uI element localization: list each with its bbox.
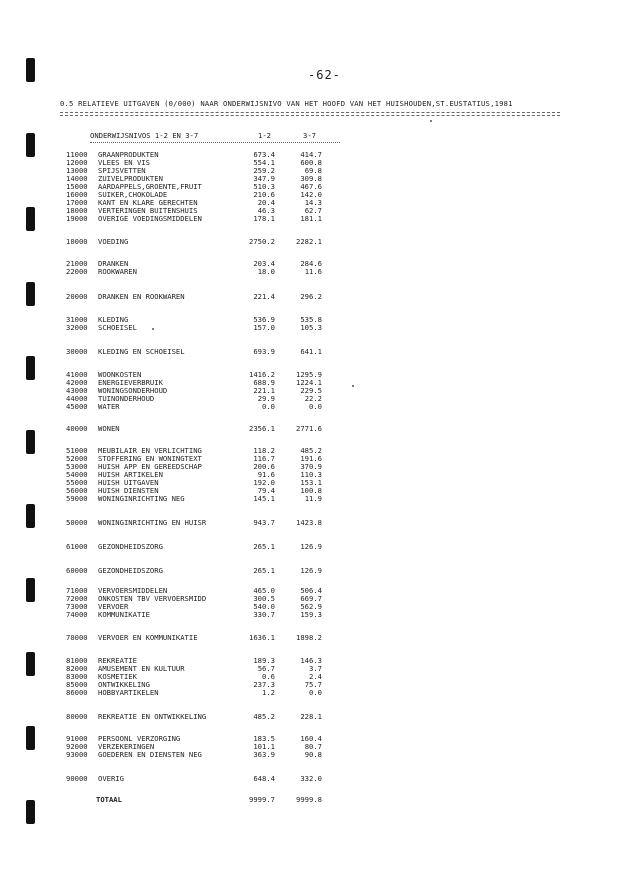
row-code: 30000 [66,347,88,356]
row-code: 82000 [66,664,88,673]
row-value-1-2: 221.4 [253,292,275,301]
row-value-1-2: 157.0 [253,323,275,332]
table-row [0,750,630,759]
column-header-label: ONDERWIJSNIVOS 1-2 EN 3-7 [90,131,199,140]
row-code: 52000 [66,454,88,463]
row-value-1-2: 2750.2 [249,237,275,246]
row-value-3-7: 2.4 [309,672,322,681]
row-label: HOBBYARTIKELEN [98,688,159,697]
row-label: SUIKER,CHOKOLADE [98,190,168,199]
row-code: 14000 [66,174,88,183]
row-code: 71000 [66,586,88,595]
row-value-3-7: 370.9 [300,462,322,471]
table-row [0,610,630,619]
row-label: VERZEKERINGEN [98,742,155,751]
row-code: 83000 [66,672,88,681]
row-value-3-7: 126.9 [300,542,322,551]
row-code: 15000 [66,182,88,191]
table-title: 0.5 RELATIEVE UITGAVEN (0/000) NAAR ONDERWIJSNIVO VAN HET HOOFD VAN HET HUISHOUDEN,ST.EUSTATIUS,1981 [60,99,513,108]
row-value-1-2: 0.6 [262,672,275,681]
row-value-3-7: 191.6 [300,454,322,463]
row-value-3-7: 69.8 [304,166,322,175]
row-label: ROOKWAREN [98,267,137,276]
row-value-3-7: 2771.6 [296,424,322,433]
row-label: WONINGINRICHTING NEG [98,494,185,503]
row-value-3-7: 414.7 [300,150,322,159]
row-value-3-7: 75.7 [304,680,322,689]
title-rule [60,112,560,113]
row-value-3-7: 485.2 [300,446,322,455]
row-value-3-7: 153.1 [300,478,322,487]
row-label: AARDAPPELS,GROENTE,FRUIT [98,182,202,191]
row-code: 51000 [66,446,88,455]
row-value-3-7: 22.2 [304,394,322,403]
row-value-3-7: 506.4 [300,586,322,595]
row-label: HUISH APP EN GEREEDSCHAP [98,462,202,471]
row-value-1-2: 116.7 [253,454,275,463]
row-value-1-2: 540.0 [253,602,275,611]
row-code: 86000 [66,688,88,697]
row-value-1-2: 192.0 [253,478,275,487]
row-value-3-7: 228.1 [300,712,322,721]
row-value-1-2: 259.2 [253,166,275,175]
row-label: REKREATIE [98,656,137,665]
row-value-3-7: 159.3 [300,610,322,619]
row-code: 41000 [66,370,88,379]
row-code: 73000 [66,602,88,611]
row-value-1-2: 200.6 [253,462,275,471]
row-label: GEZONDHEIDSZORG [98,566,163,575]
row-value-1-2: 210.6 [253,190,275,199]
row-code: 44000 [66,394,88,403]
row-value-1-2: 510.3 [253,182,275,191]
row-code: 72000 [66,594,88,603]
row-code: 11000 [66,150,88,159]
table-row [0,566,630,575]
total-value-3-7: 9999.8 [296,795,322,804]
row-code: 85000 [66,680,88,689]
row-value-1-2: 465.0 [253,586,275,595]
row-value-3-7: 332.0 [300,774,322,783]
page-number: -62- [308,68,341,82]
row-code: 60000 [66,566,88,575]
row-code: 92000 [66,742,88,751]
row-value-1-2: 648.4 [253,774,275,783]
row-value-3-7: 600.8 [300,158,322,167]
column-header-3-7: 3-7 [303,131,316,140]
row-label: WATER [98,402,120,411]
row-value-3-7: 126.9 [300,566,322,575]
row-value-3-7: 110.3 [300,470,322,479]
row-value-3-7: 284.6 [300,259,322,268]
row-label: SCHOEISEL [98,323,137,332]
row-value-1-2: 688.9 [253,378,275,387]
row-code: 54000 [66,470,88,479]
row-label: VLEES EN VIS [98,158,150,167]
column-header-1-2: 1-2 [258,131,271,140]
row-code: 13000 [66,166,88,175]
row-label: WONINGSONDERHOUD [98,386,168,395]
row-value-3-7: 11.9 [304,494,322,503]
row-value-1-2: 300.5 [253,594,275,603]
row-label: REKREATIE EN ONTWIKKELING [98,712,207,721]
row-value-1-2: 2356.1 [249,424,275,433]
row-label: SPIJSVETTEN [98,166,146,175]
row-label: VOEDING [98,237,129,246]
row-value-3-7: 160.4 [300,734,322,743]
row-value-1-2: 101.1 [253,742,275,751]
row-label: ENERGIEVERBRUIK [98,378,163,387]
row-label: DRANKEN [98,259,129,268]
row-code: 40000 [66,424,88,433]
row-code: 21000 [66,259,88,268]
row-value-1-2: 693.9 [253,347,275,356]
table-row [0,518,630,527]
row-code: 16000 [66,190,88,199]
row-value-1-2: 1416.2 [249,370,275,379]
row-value-3-7: 105.3 [300,323,322,332]
table-row [0,712,630,721]
row-value-3-7: 669.7 [300,594,322,603]
row-value-3-7: 2282.1 [296,237,322,246]
row-code: 19000 [66,214,88,223]
row-code: 90000 [66,774,88,783]
total-value-1-2: 9999.7 [249,795,275,804]
row-label: MEUBILAIR EN VERLICHTING [98,446,202,455]
table-row [0,214,630,223]
row-value-1-2: 536.9 [253,315,275,324]
speck [430,120,432,122]
row-label: DRANKEN EN ROOKWAREN [98,292,185,301]
row-value-1-2: 1.2 [262,688,275,697]
row-label: AMUSEMENT EN KULTUUR [98,664,185,673]
row-value-1-2: 18.0 [257,267,275,276]
row-label: GOEDEREN EN DIENSTEN NEG [98,750,202,759]
table-row [0,542,630,551]
table-row [0,402,630,411]
row-code: 32000 [66,323,88,332]
row-value-3-7: 142.0 [300,190,322,199]
row-code: 59000 [66,494,88,503]
table-row [0,323,630,332]
row-value-1-2: 330.7 [253,610,275,619]
row-value-3-7: 62.7 [304,206,322,215]
row-value-1-2: 56.7 [257,664,275,673]
row-value-1-2: 183.5 [253,734,275,743]
row-value-3-7: 0.0 [309,688,322,697]
row-code: 55000 [66,478,88,487]
row-value-3-7: 80.7 [304,742,322,751]
row-code: 70000 [66,633,88,642]
row-value-3-7: 641.1 [300,347,322,356]
row-code: 43000 [66,386,88,395]
row-label: VERTERINGEN BUITENSHUIS [98,206,198,215]
row-label: ZUIVELPRODUKTEN [98,174,163,183]
row-value-3-7: 535.8 [300,315,322,324]
row-code: 56000 [66,486,88,495]
row-code: 50000 [66,518,88,527]
row-code: 45000 [66,402,88,411]
row-value-1-2: 79.4 [257,486,275,495]
row-label: GEZONDHEIDSZORG [98,542,163,551]
table-row [0,424,630,433]
row-value-1-2: 347.9 [253,174,275,183]
row-label: GRAANPRODUKTEN [98,150,159,159]
row-label: KANT EN KLARE GERECHTEN [98,198,198,207]
row-code: 42000 [66,378,88,387]
row-code: 91000 [66,734,88,743]
title-rule [60,115,560,116]
row-label: HUISH UITGAVEN [98,478,159,487]
speck [352,385,354,387]
row-label: OVERIG [98,774,124,783]
row-code: 17000 [66,198,88,207]
binder-hole [26,58,35,82]
row-label: KOMMUNIKATIE [98,610,150,619]
row-value-1-2: 178.1 [253,214,275,223]
row-label: ONKOSTEN TBV VERVOERSMIDD [98,594,207,603]
row-value-1-2: 943.7 [253,518,275,527]
table-row [0,633,630,642]
row-value-1-2: 673.4 [253,150,275,159]
row-value-1-2: 29.9 [257,394,275,403]
row-value-3-7: 90.8 [304,750,322,759]
row-code: 10000 [66,237,88,246]
row-value-3-7: 0.0 [309,402,322,411]
table-row [0,347,630,356]
row-code: 61000 [66,542,88,551]
row-label: STOFFERING EN WONINGTEXT [98,454,202,463]
table-row [0,237,630,246]
row-code: 20000 [66,292,88,301]
row-value-3-7: 229.5 [300,386,322,395]
row-label: VERVOER [98,602,129,611]
row-label: ONTWIKKELING [98,680,150,689]
row-label: WONINGINRICHTING EN HUISR [98,518,207,527]
row-value-1-2: 221.1 [253,386,275,395]
row-code: 12000 [66,158,88,167]
row-value-1-2: 46.3 [257,206,275,215]
row-value-1-2: 1636.1 [249,633,275,642]
row-label: TUINONDERHOUD [98,394,155,403]
total-label: TOTAAL [96,795,122,804]
table-row [0,774,630,783]
row-code: 53000 [66,462,88,471]
row-value-3-7: 100.8 [300,486,322,495]
row-value-1-2: 554.1 [253,158,275,167]
row-label: OVERIGE VOEDINGSMIDDELEN [98,214,202,223]
row-value-1-2: 485.2 [253,712,275,721]
row-code: 81000 [66,656,88,665]
row-code: 74000 [66,610,88,619]
row-value-3-7: 11.6 [304,267,322,276]
table-row [0,267,630,276]
row-code: 80000 [66,712,88,721]
table-row [0,688,630,697]
row-value-1-2: 189.3 [253,656,275,665]
row-value-1-2: 20.4 [257,198,275,207]
row-value-3-7: 1295.9 [296,370,322,379]
total-row [0,795,630,804]
row-value-1-2: 0.0 [262,402,275,411]
row-value-3-7: 467.6 [300,182,322,191]
row-label: VERVOER EN KOMMUNIKATIE [98,633,198,642]
row-label: VERVOERSMIDDELEN [98,586,168,595]
row-value-3-7: 3.7 [309,664,322,673]
row-label: HUISH ARTIKELEN [98,470,163,479]
row-value-1-2: 363.9 [253,750,275,759]
row-value-3-7: 14.3 [304,198,322,207]
row-code: 18000 [66,206,88,215]
row-value-3-7: 1898.2 [296,633,322,642]
speck [152,328,154,330]
row-label: WONEN [98,424,120,433]
row-label: KLEDING EN SCHOEISEL [98,347,185,356]
row-value-1-2: 265.1 [253,566,275,575]
row-value-1-2: 91.6 [257,470,275,479]
row-value-1-2: 145.1 [253,494,275,503]
row-value-3-7: 309.8 [300,174,322,183]
row-value-3-7: 146.3 [300,656,322,665]
row-label: KOSMETIEK [98,672,137,681]
row-label: PERSOONL VERZORGING [98,734,181,743]
header-rule [90,142,340,143]
row-value-3-7: 562.9 [300,602,322,611]
table-row [0,292,630,301]
row-value-3-7: 1224.1 [296,378,322,387]
row-label: WOONKOSTEN [98,370,142,379]
row-value-3-7: 181.1 [300,214,322,223]
row-code: 93000 [66,750,88,759]
row-code: 31000 [66,315,88,324]
row-value-1-2: 237.3 [253,680,275,689]
row-value-1-2: 118.2 [253,446,275,455]
row-label: HUISH DIENSTEN [98,486,159,495]
row-value-3-7: 296.2 [300,292,322,301]
row-value-1-2: 203.4 [253,259,275,268]
row-value-3-7: 1423.8 [296,518,322,527]
row-code: 22000 [66,267,88,276]
table-row [0,494,630,503]
row-value-1-2: 265.1 [253,542,275,551]
row-label: KLEDING [98,315,129,324]
